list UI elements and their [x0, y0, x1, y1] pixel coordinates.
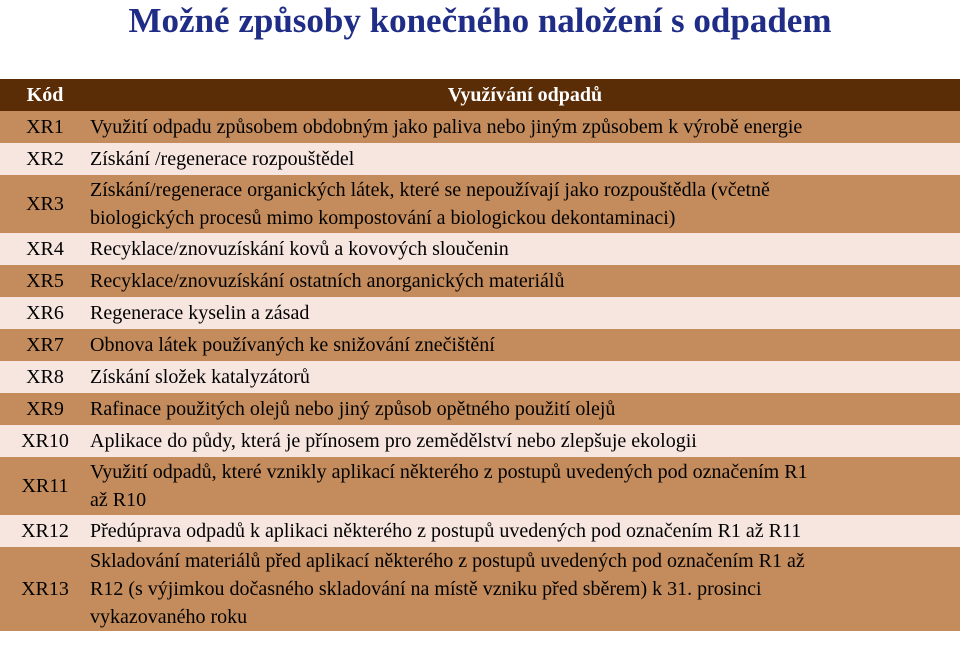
description-line: Recyklace/znovuzískání kovů a kovových sloučenin [90, 238, 509, 260]
description-line: vykazovaného roku [90, 606, 248, 628]
description-line: Recyklace/znovuzískání ostatních anorganických materiálů [90, 270, 565, 292]
table-row [0, 111, 960, 143]
row-code: XR12 [0, 515, 90, 547]
column-header-code: Kód [0, 79, 90, 111]
row-description [90, 425, 960, 457]
table-row [0, 329, 960, 361]
row-code: XR7 [0, 329, 90, 361]
row-code: XR4 [0, 233, 90, 265]
row-code: XR1 [0, 111, 90, 143]
table-row [0, 265, 960, 297]
row-code: XR3 [0, 175, 90, 233]
row-description [90, 393, 960, 425]
description-line: Předúprava odpadů k aplikaci některého z postupů uvedených pod označením R1 až R11 [90, 520, 802, 542]
table-row [0, 297, 960, 329]
table-row [0, 425, 960, 457]
row-code: XR2 [0, 143, 90, 175]
row-code: XR11 [0, 457, 90, 515]
row-description [90, 175, 960, 233]
row-code: XR6 [0, 297, 90, 329]
table-body [0, 111, 960, 631]
table-row [0, 457, 960, 515]
row-code: XR5 [0, 265, 90, 297]
row-description [90, 361, 960, 393]
description-line: Rafinace použitých olejů nebo jiný způsob opětného použití olejů [90, 398, 616, 420]
description-line: Regenerace kyselin a zásad [90, 302, 310, 324]
table-row [0, 143, 960, 175]
description-line: Aplikace do půdy, která je přínosem pro zemědělství nebo zlepšuje ekologii [90, 430, 697, 452]
row-code: XR13 [0, 547, 90, 631]
description-line: Skladování materiálů před aplikací některého z postupů uvedených pod označením R1 až [90, 550, 805, 572]
row-description [90, 111, 960, 143]
row-description [90, 547, 960, 631]
description-line: R12 (s výjimkou dočasného skladování na místě vzniku před sběrem) k 31. prosinci [90, 578, 762, 600]
description-line: Získání/regenerace organických látek, které se nepoužívají jako rozpouštědla (včetně [90, 179, 770, 201]
table-row [0, 175, 960, 233]
column-header-description: Využívání odpadů [90, 79, 960, 111]
row-description [90, 297, 960, 329]
table-row [0, 361, 960, 393]
row-description [90, 143, 960, 175]
row-code: XR8 [0, 361, 90, 393]
waste-recovery-table [0, 79, 960, 631]
table-row [0, 393, 960, 425]
description-line: Využití odpadu způsobem obdobným jako paliva nebo jiným způsobem k výrobě energie [90, 116, 803, 138]
description-line: Získání /regenerace rozpouštědel [90, 148, 355, 170]
table-row [0, 515, 960, 547]
row-description [90, 457, 960, 515]
table-header-row [0, 79, 960, 111]
row-code: XR9 [0, 393, 90, 425]
row-description [90, 233, 960, 265]
description-line: Využití odpadů, které vznikly aplikací některého z postupů uvedených pod označením R1 [90, 461, 808, 483]
description-line: biologických procesů mimo kompostování a biologickou dekontaminaci) [90, 207, 676, 229]
page-title: Možné způsoby konečného naložení s odpadem [128, 1, 832, 40]
row-description [90, 515, 960, 547]
description-line: až R10 [90, 489, 147, 511]
row-code: XR10 [0, 425, 90, 457]
row-description [90, 265, 960, 297]
description-line: Obnova látek používaných ke snižování znečištění [90, 334, 495, 356]
table-row [0, 547, 960, 631]
description-line: Získání složek katalyzátorů [90, 366, 310, 388]
row-description [90, 329, 960, 361]
table-row [0, 233, 960, 265]
